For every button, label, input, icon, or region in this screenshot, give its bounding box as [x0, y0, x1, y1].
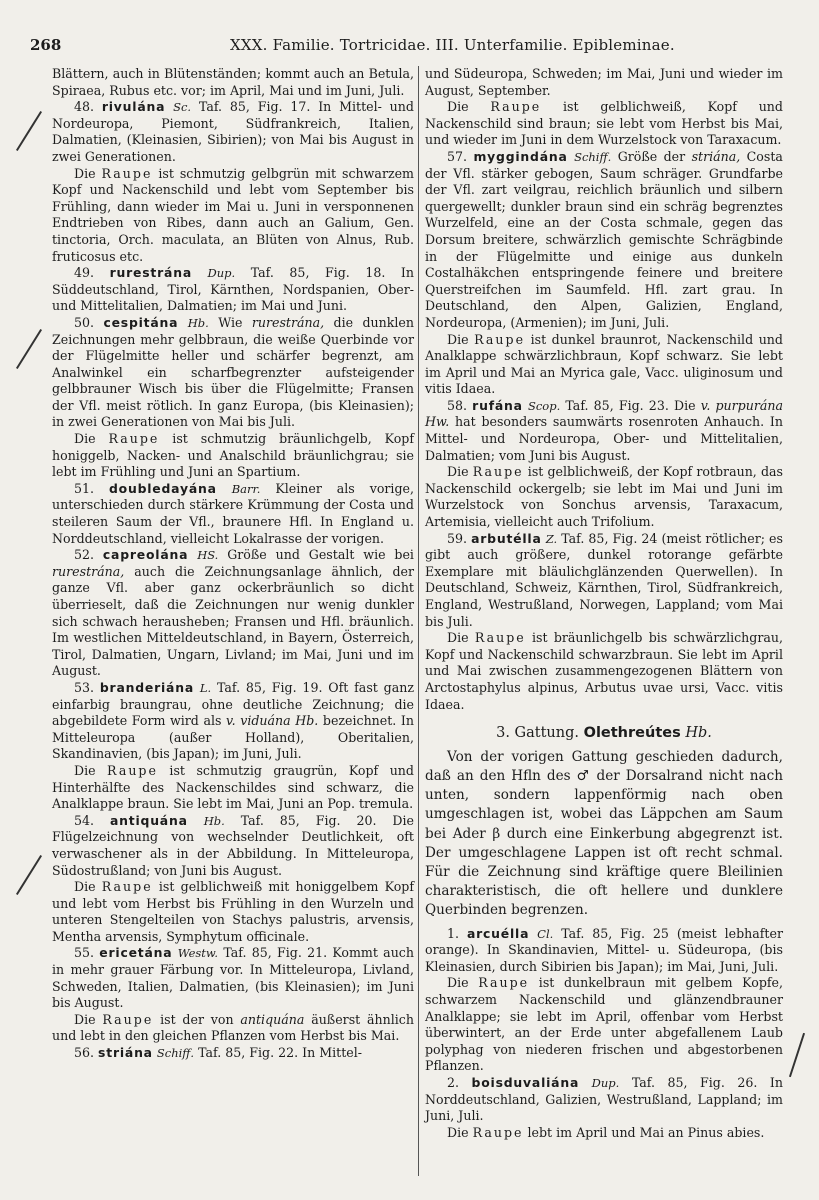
left-column — [52, 66, 414, 1062]
paragraph: Blättern, auch in Blütenständen; kommt auch an Betula, Spiraea, Rubus etc. vor; im April, Mai und im Juni, Juli. — [52, 66, 414, 98]
genus-author: Hb. — [685, 725, 712, 742]
species-name: rufána — [472, 397, 523, 413]
species-name: branderiána — [99, 679, 194, 695]
species-author: Scop. — [527, 398, 561, 413]
margin-mark — [16, 111, 42, 151]
larva-description: Die Raupe ist dunkelbraun mit gelbem Kopfe, schwarzem Nackenschild und glänzendbrauner Analklappe; sie lebt im April, offenbar vom Herbst überwintert, an der Erde unter abgefallenem Laub polyphag von niederen frischen und abgestorbenen Pflanzen. — [425, 975, 783, 1074]
genus-name: Olethreútes — [583, 725, 681, 742]
column-divider — [418, 66, 419, 1176]
larva-label: Raupe — [102, 1011, 154, 1027]
larva-description: Die Raupe ist der von antiquána äußerst ähnlich und lebt in den gleichen Pflanzen vom Herbst bis Mai. — [52, 1011, 414, 1044]
species-name: myggindána — [473, 148, 568, 164]
larva-description: Die Raupe ist dunkel braunrot, Nackenschild und Analklappe schwärzlichbraun, Kopf schwarz. Sie lebt im April und Mai an Myrica gale, Vacc. uliginosum und vitis Idaea. — [425, 331, 783, 397]
species-author: Westw. — [177, 946, 219, 961]
larva-description: Die Raupe ist gelblichweiß, Kopf und Nackenschild sind braun; sie lebt vom Herbst bis Mai, und wieder im Juni in dem Wurzelstock von Taraxacum. — [425, 99, 783, 148]
species-author: Z. — [545, 531, 558, 546]
species-name: rivulána — [101, 99, 166, 115]
species-name: rurestrána — [109, 265, 192, 281]
larva-label: Raupe — [108, 431, 160, 447]
species-entry-57: 57. myggindána Schiff. Größe der striána, Costa der Vfl. stärker gebogen, Saum schräger. Grundfarbe der Vfl. zart veilgrau, reichlich bräunlich und silbern quergewellt; dunkler braun sind ein schräg begrenztes Wurzelfeld, eine an der Costa schmale, gegen das Dorsum breitere, schwärzlich gemischte Schrägbinde in der Flügelmitte und einige aus dunkeln Costalhäkchen entspringende feinere und breitere Querstreifchen im Saumfeld. Hfl. zart grau. In Deutschland, den Alpen, Galizien, England, Nordeuropa, (Armenien); im Juni, Juli. — [425, 148, 783, 330]
species-author: Dup. — [207, 266, 236, 281]
larva-label: Raupe — [490, 99, 542, 115]
larva-label: Raupe — [101, 879, 153, 895]
larva-label: Raupe — [472, 1124, 524, 1140]
genus-heading: 3. Gattung. Olethreútes Hb. — [496, 725, 712, 742]
species-name: capreolána — [102, 547, 189, 563]
species-name: antiquána — [109, 812, 188, 828]
species-entry-59: 59. arbutélla Z. Taf. 85, Fig. 24 (meist rötlicher; es gibt auch größere, dunkel rotorange gefärbte Exemplare mit bläulichglänzenden Querwellen). In Deutschland, Schweiz, Kärnthen, Tirol, Südfrankreich, England, Westrußland, Norwegen, Lappland; vom Mai bis Juli. — [425, 530, 783, 629]
entry-number: 48. — [74, 99, 95, 115]
larva-label: Raupe — [101, 165, 153, 181]
species-author: Schiff. — [156, 1046, 195, 1061]
species-name: ericetána — [99, 945, 173, 961]
paragraph: und Südeuropa, Schweden; im Mai, Juni und wieder im August, September. — [425, 66, 783, 98]
species-entry-49: 49. rurestrána Dup. Taf. 85, Fig. 18. In Süddeutschland, Tirol, Kärnthen, Nordspanien, Ober- und Mittelitalien, Dalmatien; im Mai und Juni. — [52, 265, 414, 314]
species-entry-g2: 2. boisduvaliána Dup. Taf. 85, Fig. 26. In Norddeutschland, Galizien, Westrußland, Lappland; im Juni, Juli. — [425, 1074, 783, 1124]
species-entry-51: 51. doubledayána Barr. Kleiner als vorige, unterschieden durch stärkere Krümmung der Costa und steileren Saum der Vfl., braunere Hfl. In England u. Norddeutschland, vielleicht Lokalrasse der vorigen. — [52, 480, 414, 546]
species-author: Schiff. — [574, 149, 612, 164]
species-author: Dup. — [591, 1075, 620, 1090]
species-entry-58: 58. rufána Scop. Taf. 85, Fig. 23. Die v. purpurána Hw. hat besonders saumwärts rosenroten Anhauch. In Mittel- und Nordeuropa, Ober- und Mittelitalien, Dalmatien; vom Juni bis August. — [425, 397, 783, 463]
species-entry-53: 53. branderiána L. Taf. 85, Fig. 19. Oft fast ganz einfarbig braungrau, ohne deutliche Zeichnung; die abgebildete Form wird als v. viduána Hb. bezeichnet. In Mitteleuropa (außer Holland), Oberitalien, Skandinavien, (bis Japan); im Juni, Juli. — [52, 679, 414, 762]
species-author: Hb. — [187, 315, 209, 330]
larva-label: Raupe — [472, 464, 524, 480]
page-number: 268 — [30, 36, 62, 54]
page-header — [30, 36, 790, 58]
larva-description: Die Raupe ist schmutzig graugrün, Kopf und Hinterhälfte des Nackenschildes sind schwarz, die Analklappe braun. Sie lebt im Mai, Juni an Pop. tremula. — [52, 762, 414, 812]
margin-mark — [16, 329, 42, 369]
species-entry-54: 54. antiquána Hb. Taf. 85, Fig. 20. Die Flügelzeichnung von wechselnder Deutlichkeit, oft verwaschener als in der Abbildung. In Mitteleuropa, Südostrußland; von Juni bis August. — [52, 812, 414, 878]
species-name: cespitána — [103, 314, 179, 330]
margin-mark — [789, 1033, 805, 1077]
larva-label: Raupe — [478, 975, 530, 991]
genus-description: Von der vorigen Gattung geschieden dadurch, daß an den Hfln des ♂ der Dorsalrand nicht nach unten, sondern lappenförmig nach oben umgeschlagen ist, wobei das Läppchen am Saum bei Ader β durch eine Einkerbung abgegrenzt ist. Der umgeschlagene Lappen ist oft recht schmal. Für die Zeichnung sind kräftige quere Bleilinien charakteristisch, die oft hellere und dunklere Querbinden begrenzen. — [425, 748, 783, 919]
species-name: arbutélla — [471, 530, 542, 546]
running-title: XXX. Familie. Tortricidae. III. Unterfamilie. Epibleminae. — [230, 36, 675, 54]
species-name: doubledayána — [108, 480, 217, 496]
species-entry-50: 50. cespitána Hb. Wie rurestrána, die dunklen Zeichnungen mehr gelbbraun, die weiße Querbinde vor der Flügelmitte heller und schärfer begrenzt, am Analwinkel ein scharfbegrenzter aufsteigender gelbbrauner Wisch bis über die Flügelmitte; Fransen der Vfl. meist rötlich. In ganz Europa, (bis Kleinasien); in zwei Generationen von Mai bis Juli. — [52, 314, 414, 430]
species-author: Sc. — [173, 100, 192, 115]
species-author: Cl. — [537, 926, 554, 941]
larva-description: Die Raupe ist bräunlichgelb bis schwärzlichgrau, Kopf und Nackenschild schwarzbraun. Sie lebt im April und Mai zwischen zusammengezogenen Blättern von Arctostaphylus alpinus, Arbutus uvae ursi, Vacc. vitis Idaea. — [425, 630, 783, 712]
margin-mark — [16, 855, 42, 895]
species-entry-52: 52. capreolána HS. Größe und Gestalt wie bei rurestrána, auch die Zeichnungsanlage ähnlich, der ganze Vfl. aber ganz ockerbräunlich so dicht überrieselt, daß die Zeichnungen nur wenig dunkler sich schwach herausheben; Fransen und Hfl. bräunlich. Im westlichen Mitteldeutschland, in Bayern, Österreich, Tirol, Dalmatien, Ungarn, Livland; im Mai, Juni und im August. — [52, 547, 414, 679]
species-entry-55: 55. ericetána Westw. Taf. 85, Fig. 21. Kommt auch in mehr grauer Färbung vor. In Mitteleuropa, Livland, Schweden, Italien, Dalmatien, (bis Kleinasien); im Juni bis August. — [52, 945, 414, 1011]
species-name: arcuélla — [466, 925, 530, 941]
larva-description: Die Raupe ist schmutzig gelbgrün mit schwarzem Kopf und Nackenschild und lebt vom September bis Frühling, dann wieder im Mai u. Juni in versponnenen Endtrieben von Ribes, dann auch an Galium, Gen. tinctoria, Orch. maculata, an Blüten von Alnus, Rub. fruticosus etc. — [52, 165, 414, 264]
larva-label: Raupe — [474, 331, 526, 347]
larva-description: Die Raupe ist gelblichweiß mit honiggelbem Kopf und lebt vom Herbst bis Frühling in den Wurzeln und unteren Stengelteilen von Stachys palustris, arvensis, Mentha arvensis, Symphytum officinale. — [52, 879, 414, 944]
right-column — [425, 66, 783, 1141]
species-author: L. — [199, 680, 212, 695]
larva-label: Raupe — [474, 630, 526, 646]
species-name: striána — [98, 1045, 153, 1061]
species-author: HS. — [197, 548, 219, 563]
species-entry-56: 56. striána Schiff. Taf. 85, Fig. 22. In Mittel- — [74, 1045, 363, 1061]
larva-label: Raupe — [107, 762, 158, 778]
larva-description: Die Raupe ist schmutzig bräunlichgelb, Kopf honiggelb, Nacken- und Analschild bräunlichgrau; sie lebt im Frühling und Juni an Spartium. — [52, 431, 414, 480]
larva-description: Die Raupe lebt im April und Mai an Pinus abies. — [447, 1124, 765, 1140]
species-author: Barr. — [231, 481, 261, 496]
species-name: boisduvaliána — [471, 1074, 580, 1090]
larva-description: Die Raupe ist gelblichweiß, der Kopf rotbraun, das Nackenschild ockergelb; sie lebt im Mai und Juni im Wurzelstock von Sonchus arvensis, Taraxacum, Artemisia, vielleicht auch Trifolium. — [425, 464, 783, 530]
species-entry-g1: 1. arcuélla Cl. Taf. 85, Fig. 25 (meist lebhafter orange). In Skandinavien, Mittel- u. Südeuropa, (bis Kleinasien, durch Sibirien bis Japan); im Mai, Juni, Juli. — [425, 925, 783, 974]
species-author: Hb. — [203, 813, 225, 828]
species-entry-48 — [52, 99, 414, 165]
entry-text: Taf. 85, Fig. 17. In Mittel- und Nordeuropa, Piemont, Südfrankreich, Italien, Dalmatien, (Kleinasien, Sibirien); von Mai bis August in zwei Generationen. — [52, 99, 414, 164]
